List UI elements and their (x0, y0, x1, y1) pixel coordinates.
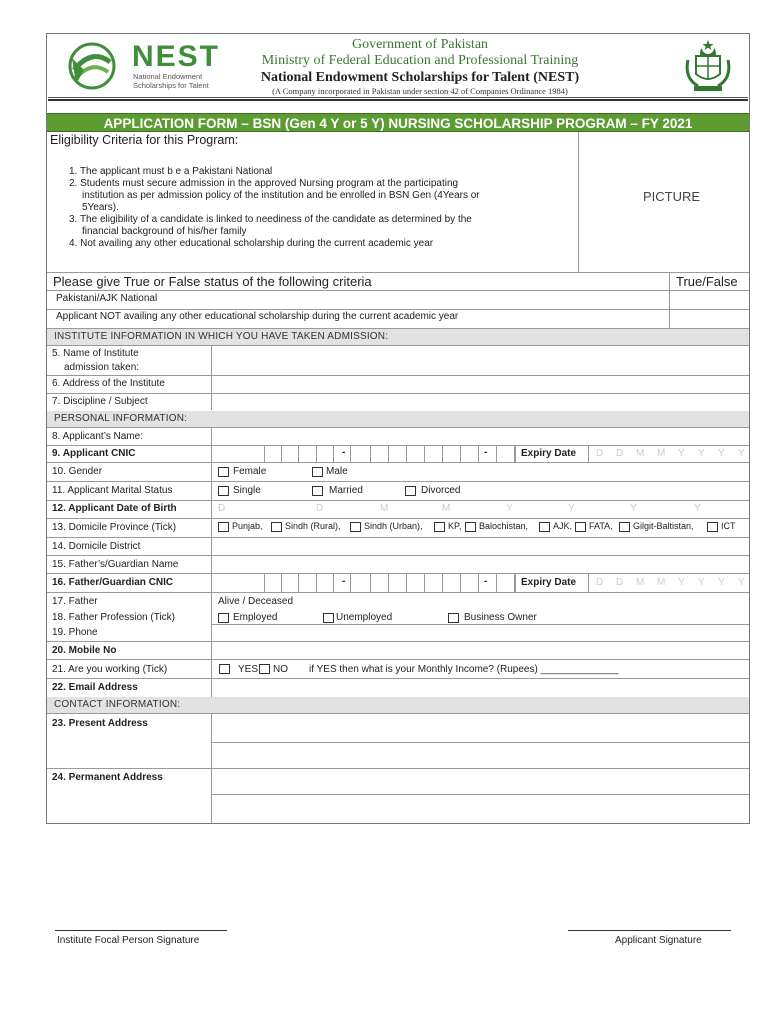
label-date-of-birth: 12. Applicant Date of Birth (52, 503, 177, 514)
divorced-label: Divorced (421, 485, 461, 496)
label-permanent-address: 24. Permanent Address (52, 772, 163, 783)
expiry-hint: M (657, 448, 666, 459)
institute-signature-label: Institute Focal Person Signature (57, 935, 200, 946)
institute-name-input[interactable] (212, 346, 749, 374)
applicant-signature-line[interactable] (568, 930, 731, 931)
expiry-hint: D (596, 577, 604, 588)
male-checkbox[interactable] (312, 467, 323, 477)
father-cnic-input[interactable] (212, 574, 749, 592)
working-yes-label: YES (238, 664, 259, 675)
label-present-address: 23. Present Address (52, 718, 148, 729)
province-label: ICT (721, 521, 736, 531)
picture-label: PICTURE (643, 189, 701, 204)
date-of-birth-input[interactable] (212, 501, 749, 517)
label-domicile-province: 13. Domicile Province (Tick) (52, 522, 177, 533)
province-label: FATA, (589, 521, 613, 531)
province-label: AJK, (553, 521, 573, 531)
married-checkbox[interactable] (312, 486, 323, 496)
province-label: Punjab, (232, 521, 263, 531)
working-yes-checkbox[interactable] (219, 664, 230, 674)
domicile-district-input[interactable] (212, 538, 749, 555)
cnic-dash: - (342, 576, 346, 587)
expiry-hint: M (657, 577, 666, 588)
label-applicant-name: 8. Applicant’s Name: (52, 431, 143, 442)
logo-wordmark: NEST (132, 40, 221, 73)
logo-subtitle-2: Scholarships for Talent (133, 81, 209, 90)
expiry-hint: Y (738, 448, 745, 459)
applicant-signature-label: Applicant Signature (615, 935, 702, 946)
province-checkbox-sindh-rural[interactable] (271, 522, 282, 532)
header-divider-thick (48, 99, 748, 101)
unemployed-checkbox[interactable] (323, 613, 334, 623)
dob-hint: M (442, 503, 451, 514)
cnic-dash: - (342, 447, 346, 458)
dob-hint: M (380, 503, 389, 514)
business-owner-checkbox[interactable] (448, 613, 459, 623)
criteria-answer-scholarship[interactable] (670, 310, 749, 328)
true-false-header: True/False (676, 274, 738, 289)
province-checkbox-fata[interactable] (575, 522, 586, 532)
eligibility-item: 2. Students must secure admission in the approved Nursing program at the participating (69, 178, 459, 189)
working-no-checkbox[interactable] (259, 664, 270, 674)
dob-hint: Y (630, 503, 637, 514)
label-applicant-cnic: 9. Applicant CNIC (52, 448, 136, 459)
dob-hint: Y (568, 503, 575, 514)
eligibility-item: financial background of his/her family (82, 226, 247, 237)
employed-label: Employed (233, 612, 278, 623)
province-label: Gilgit-Baltistan, (633, 521, 694, 531)
present-address-line-1[interactable] (212, 714, 749, 742)
criteria-heading: Please give True or False status of the following criteria (53, 274, 372, 289)
business-owner-label: Business Owner (464, 612, 537, 623)
province-label: Sindh (Urban), (364, 521, 423, 531)
cnic-dash: - (484, 447, 488, 458)
permanent-address-line-1[interactable] (212, 769, 749, 794)
province-label: Sindh (Rural), (285, 521, 341, 531)
email-input[interactable] (212, 679, 749, 697)
discipline-input[interactable] (212, 394, 749, 410)
label-father-cnic: 16. Father/Guardian CNIC (52, 577, 174, 588)
logo-subtitle-1: National Endowment (133, 72, 203, 81)
pakistan-emblem-icon (680, 38, 736, 94)
label-mobile: 20. Mobile No (52, 645, 117, 656)
female-label: Female (233, 466, 267, 477)
header-nest-name: National Endowment Scholarships for Talent (NEST) (260, 70, 580, 85)
mobile-input[interactable] (212, 642, 749, 659)
criteria-row-label: Pakistani/AJK National (56, 293, 158, 304)
header-ministry: Ministry of Federal Education and Professional Training (261, 53, 579, 68)
divorced-checkbox[interactable] (405, 486, 416, 496)
form-title: APPLICATION FORM – BSN (Gen 4 Y or 5 Y) NURSING SCHOLARSHIP PROGRAM – FY 2021 (47, 113, 749, 132)
monthly-income-prompt[interactable]: if YES then what is your Monthly Income? (Rupees) ______________ (309, 664, 619, 675)
dob-hint: Y (506, 503, 513, 514)
phone-input[interactable] (212, 625, 749, 641)
province-checkbox-balochistan[interactable] (465, 522, 476, 532)
male-label: Male (326, 466, 348, 477)
header-government: Government of Pakistan (351, 37, 489, 52)
eligibility-heading: Eligibility Criteria for this Program: (50, 133, 239, 147)
label-father-cnic-expiry: Expiry Date (521, 577, 577, 588)
criteria-row-label: Applicant NOT availing any other educational scholarship during the current academic year (56, 311, 459, 322)
expiry-hint: Y (698, 577, 705, 588)
province-checkbox-sindh-urban[interactable] (350, 522, 361, 532)
label-gender: 10. Gender (52, 466, 103, 477)
label-father-name: 15. Father’s/Guardian Name (52, 559, 179, 570)
present-address-line-2[interactable] (212, 743, 749, 768)
expiry-hint: M (636, 448, 645, 459)
header-company-note: (A Company incorporated in Pakistan under section 42 of Companies Ordinance 1984) (272, 86, 568, 96)
eligibility-item: 1. The applicant must b e a Pakistani National (69, 166, 273, 177)
section-contact: CONTACT INFORMATION: (47, 697, 749, 713)
expiry-hint: Y (738, 577, 745, 588)
employed-checkbox[interactable] (218, 613, 229, 623)
label-institute-name: 5. Name of Institute (52, 348, 139, 359)
working-no-label: NO (273, 664, 288, 675)
header-divider (48, 97, 748, 98)
cnic-dash: - (484, 576, 488, 587)
label-email: 22. Email Address (52, 682, 138, 693)
label-institute-address: 6. Address of the Institute (52, 378, 165, 389)
section-personal: PERSONAL INFORMATION: (47, 411, 749, 427)
expiry-hint: Y (678, 577, 685, 588)
institute-address-input[interactable] (212, 376, 749, 392)
section-institute: INSTITUTE INFORMATION IN WHICH YOU HAVE TAKEN ADMISSION: (47, 329, 749, 345)
expiry-hint: Y (718, 577, 725, 588)
expiry-hint: M (636, 577, 645, 588)
label-marital-status: 11. Applicant Marital Status (52, 485, 173, 496)
expiry-hint: D (616, 448, 624, 459)
province-checkbox-ajk[interactable] (539, 522, 550, 532)
label-discipline: 7. Discipline / Subject (52, 396, 148, 407)
single-checkbox[interactable] (218, 486, 229, 496)
criteria-answer-national[interactable] (670, 291, 749, 309)
province-label: KP, (448, 521, 462, 531)
unemployed-label: Unemployed (336, 612, 393, 623)
institute-signature-line[interactable] (55, 930, 227, 931)
eligibility-item: 5Years). (82, 202, 119, 213)
female-checkbox[interactable] (218, 467, 229, 477)
father-status-options[interactable]: Alive / Deceased (218, 596, 294, 607)
dob-hint: D (316, 503, 324, 514)
expiry-hint: Y (678, 448, 685, 459)
expiry-hint: Y (718, 448, 725, 459)
province-checkbox-kp[interactable] (434, 522, 445, 532)
expiry-hint: D (596, 448, 604, 459)
label-father-profession: 18. Father Profession (Tick) (52, 612, 176, 623)
expiry-hint: D (616, 577, 624, 588)
eligibility-item: 3. The eligibility of a candidate is linked to neediness of the candidate as determined by the (69, 214, 472, 225)
label-phone: 19. Phone (52, 627, 98, 638)
label-domicile-district: 14. Domicile District (52, 541, 141, 552)
married-label: Married (329, 485, 363, 496)
label-working: 21. Are you working (Tick) (52, 664, 168, 675)
province-checkbox-gilgit[interactable] (619, 522, 630, 532)
eligibility-item: institution as per admission policy of the institution and be enrolled in BSN Gen (4Years or (82, 190, 480, 201)
province-checkbox-punjab[interactable] (218, 522, 229, 532)
applicant-cnic-input[interactable] (212, 446, 749, 462)
label-father-status: 17. Father (52, 596, 98, 607)
dob-hint: D (218, 503, 226, 514)
label-cnic-expiry: Expiry Date (521, 448, 577, 459)
permanent-address-line-2[interactable] (212, 795, 749, 823)
dob-hint: Y (694, 503, 701, 514)
label-institute-name-2: admission taken: (64, 362, 140, 373)
father-name-input[interactable] (212, 556, 749, 573)
eligibility-item: 4. Not availing any other educational scholarship during the current academic year (69, 238, 434, 249)
expiry-hint: Y (698, 448, 705, 459)
province-label: Balochistan, (479, 521, 529, 531)
single-label: Single (233, 485, 261, 496)
province-checkbox-ict[interactable] (707, 522, 718, 532)
applicant-name-input[interactable] (212, 428, 749, 444)
